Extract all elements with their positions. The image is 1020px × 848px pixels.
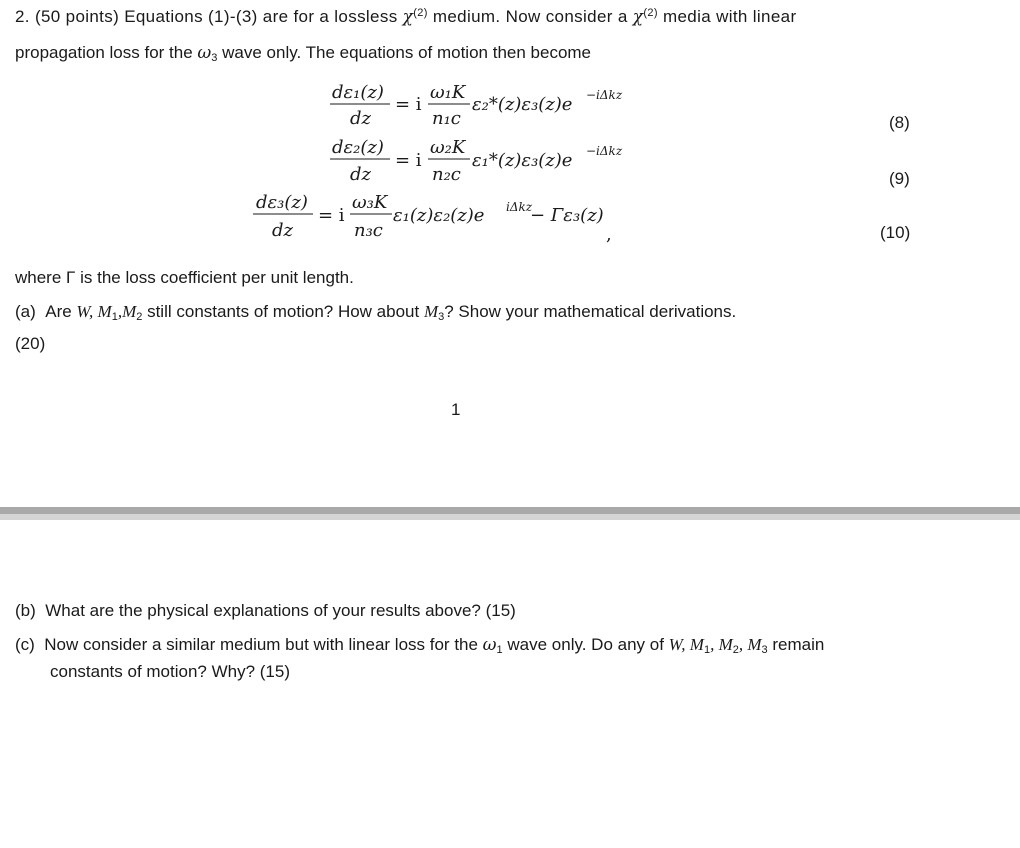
part-c-middle: wave only. Do any of [502,635,669,654]
eq8-rhs-numerator: ω₁K [430,82,466,103]
part-c-m3-sub: 3 [761,644,768,656]
eq9-lhs-numerator: dε₂(z) [332,137,384,158]
page-break-divider [0,507,1020,514]
page-number: 1 [451,400,461,419]
line2-prefix: propagation loss for the [15,43,198,62]
eq8-rhs-denominator: n₁c [432,108,461,129]
omega3-subscript: 3 [211,52,218,64]
part-c-suffix: remain [767,635,825,654]
eq10-number: (10) [880,223,911,242]
eq10-lhs-denominator: dz [272,220,294,241]
part-b-text: What are the physical explanations of your results above? (15) [45,601,516,620]
part-a-suffix: ? Show your mathematical derivations. [444,302,737,321]
part-a-middle: still constants of motion? How about [142,302,424,321]
part-a-prefix: Are [45,302,77,321]
chi-symbol: χ [402,7,414,27]
part-c [15,635,824,655]
eq10-rhs-tail: ε₁(z)ε₂(z)e [393,205,485,226]
eq9-rhs-tail: ε₁*(z)ε₃(z)e [472,150,573,171]
eq9-lhs-denominator: dz [350,164,372,185]
part-c-m1-sub: 1 [703,644,711,656]
eq8-lhs-numerator: dε₁(z) [332,82,384,103]
part-b [15,601,516,621]
part-c-vars: W, M [668,635,704,654]
equations-block [0,0,1020,260]
part-c-m2: , M [710,635,733,654]
problem-intro-prefix: 2. (50 points) Equations (1)-(3) are for a lossless [15,7,398,26]
part-a-vars: W, M [76,302,112,321]
eq10-equals-i: = i [318,205,345,226]
problem-intro-middle: medium. Now consider a [427,7,633,26]
part-b-label: (b) [15,601,36,620]
part-a-m2-sub: 2 [136,311,143,323]
part-c-m3: , M [738,635,762,654]
part-c-line-2: constants of motion? Why? (15) [50,662,291,681]
equation-10 [253,192,612,245]
eq10-rhs-denominator: n₃c [354,220,383,241]
eq8-rhs-exponent: −iΔkz [586,88,623,102]
part-c-omega: ω [482,635,497,655]
chi-order-2: (2) [643,7,658,19]
where-statement: where Γ is the loss coefficient per unit length. [15,268,354,287]
eq8-lhs-denominator: dz [350,108,372,129]
part-a-m1-sub: 1 [111,311,118,323]
page-break-divider-light [0,514,1020,520]
eq8-number: (8) [889,113,910,132]
part-a [15,302,736,322]
part-a-m3: M [423,302,439,321]
eq9-equals-i: = i [395,150,422,171]
eq10-trailing-comma: , [606,224,612,245]
part-c-m2-sub: 2 [732,644,739,656]
eq9-rhs-numerator: ω₂K [430,137,466,158]
part-c-omega-sub: 1 [496,644,503,656]
eq8-rhs-tail: ε₂*(z)ε₃(z)e [472,94,573,115]
eq10-rhs-exponent: iΔkz [506,200,533,214]
eq8-equals-i: = i [395,94,422,115]
equation-8 [330,82,623,129]
eq10-lhs-numerator: dε₃(z) [256,192,308,213]
omega-symbol: ω [197,43,212,63]
eq9-rhs-exponent: −iΔkz [586,144,623,158]
chi-symbol-2: χ [632,7,644,27]
part-a-points: (20) [15,334,46,353]
eq10-rhs-numerator: ω₃K [352,192,388,213]
line2-suffix: wave only. The equations of motion then become [217,43,592,62]
part-c-label: (c) [15,635,35,654]
problem-intro-suffix: media with linear [657,7,797,26]
part-a-m2: ,M [117,302,137,321]
part-a-label: (a) [15,302,36,321]
eq10-loss-term: − Γε₃(z) [530,205,604,226]
part-a-m3-sub: 3 [438,311,445,323]
eq9-number: (9) [889,169,910,188]
equation-9 [330,137,623,185]
part-c-prefix: Now consider a similar medium but with linear loss for the [44,635,483,654]
eq9-rhs-denominator: n₂c [432,164,461,185]
chi-order: (2) [413,7,428,19]
